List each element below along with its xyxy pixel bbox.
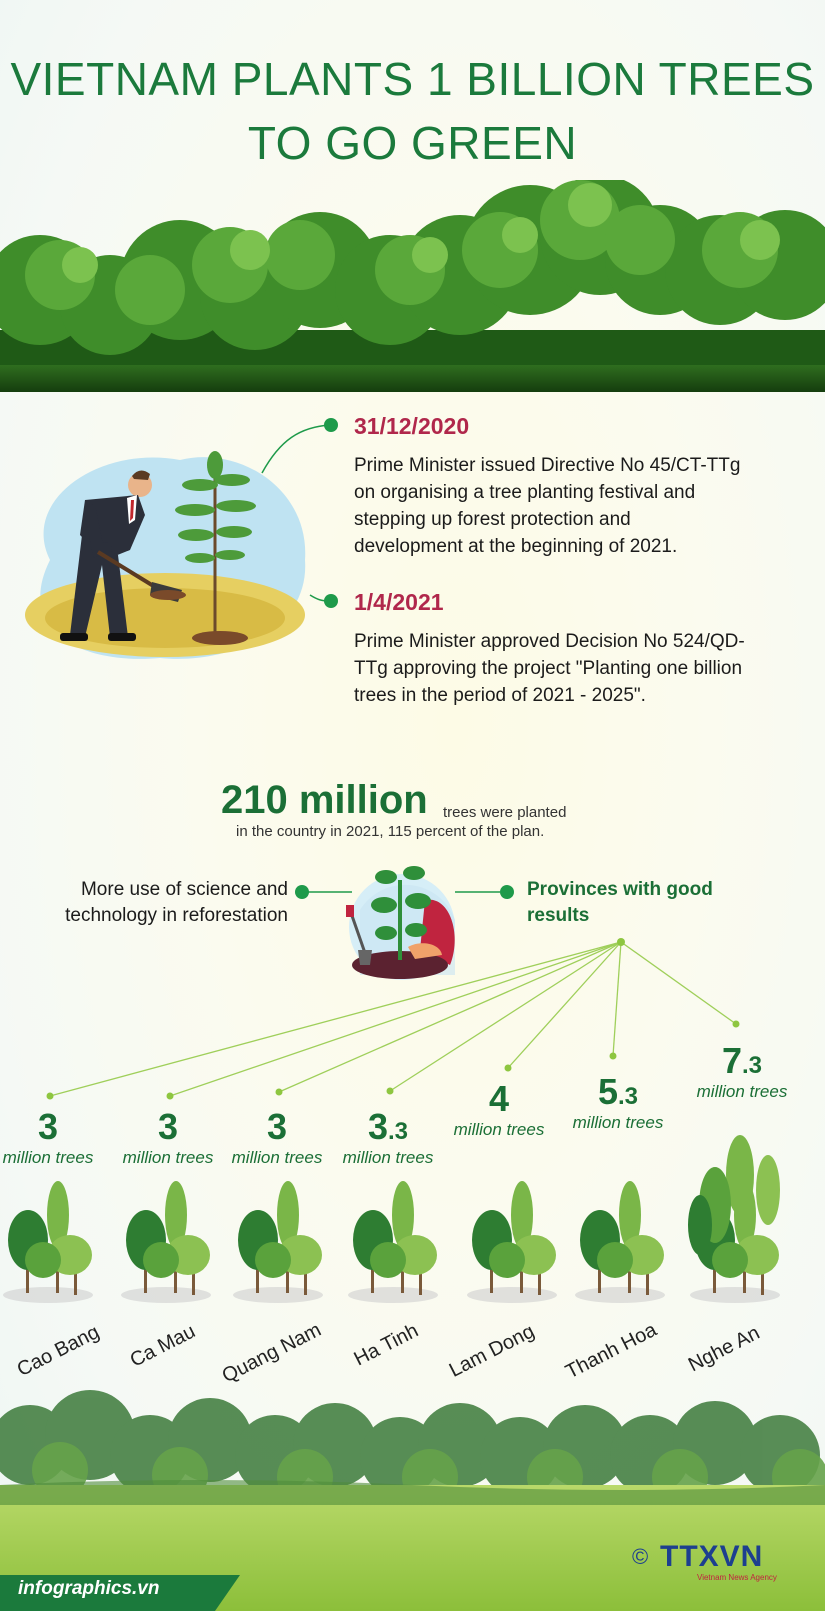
value-unit: million trees — [122, 1148, 214, 1167]
value-decimal: .3 — [388, 1118, 409, 1145]
province-name-thanh-hoa: Thanh Hoa — [562, 1318, 661, 1384]
province-name-quang-nam: Quang Nam — [218, 1318, 325, 1388]
title-line-2: TO GO GREEN — [247, 117, 578, 169]
value-main: 5 — [597, 1071, 618, 1112]
timeline-date-1: 31/12/2020 — [354, 413, 470, 439]
value-main: 3 — [157, 1106, 179, 1147]
note-provinces-good-results: Provinces with good results — [527, 879, 713, 926]
ttxvn-logo-subtitle: Vietnam News Agency — [697, 1573, 777, 1582]
value-main: 3 — [367, 1106, 388, 1147]
timeline-text-2: Prime Minister approved Decision No 524/QD-TTg approving the project "Planting one billion trees in the period of 2021 - 2025". — [354, 631, 745, 706]
note-science-technology: More use of science and technology in reforestation — [65, 879, 288, 926]
highlight-number: 210 million — [221, 778, 428, 822]
province-value-nghe-an — [694, 1040, 790, 1102]
value-unit: million trees — [2, 1148, 94, 1167]
value-decimal: .3 — [618, 1083, 639, 1110]
highlight-text-1: trees were planted — [443, 804, 567, 821]
province-value-lam-dong — [451, 1078, 547, 1140]
value-unit: million trees — [453, 1120, 545, 1139]
highlight-text-2: in the country in 2021, 115 percent of the plan. — [236, 823, 545, 840]
value-main: 3 — [37, 1106, 59, 1147]
province-name-ha-tinh: Ha Tinh — [350, 1319, 422, 1371]
timeline-dot-2 — [324, 594, 338, 608]
province-name-cao-bang: Cao Bang — [13, 1321, 103, 1382]
value-unit: million trees — [342, 1148, 434, 1167]
province-name-lam-dong: Lam Dong — [445, 1320, 539, 1382]
footer-site: infographics.vn — [18, 1578, 160, 1599]
value-unit: million trees — [696, 1082, 788, 1101]
province-tree-clusters — [0, 1135, 825, 1325]
timeline-dot-1 — [324, 418, 338, 432]
title-line-1: VIETNAM PLANTS 1 BILLION TREES — [10, 53, 815, 105]
timeline-connectors — [240, 415, 345, 615]
value-unit: million trees — [572, 1113, 664, 1132]
timeline-date-2: 1/4/2021 — [354, 589, 444, 615]
timeline-text-1: Prime Minister issued Directive No 45/CT-TTg on organising a tree planting festival and stepping up forest protection and development at the beginning of 2021. — [354, 455, 741, 557]
province-value-thanh-hoa — [570, 1071, 666, 1133]
copyright-symbol: © — [632, 1544, 649, 1569]
value-decimal: .3 — [742, 1052, 763, 1079]
value-main: 4 — [488, 1078, 510, 1119]
top-forest-illustration — [0, 180, 825, 395]
value-main: 3 — [266, 1106, 288, 1147]
value-unit: million trees — [231, 1148, 323, 1167]
value-main: 7 — [721, 1040, 742, 1081]
ttxvn-logo: TTXVN — [660, 1540, 764, 1573]
province-name-nghe-an: Nghe An — [684, 1321, 764, 1377]
province-name-ca-mau: Ca Mau — [126, 1320, 199, 1372]
